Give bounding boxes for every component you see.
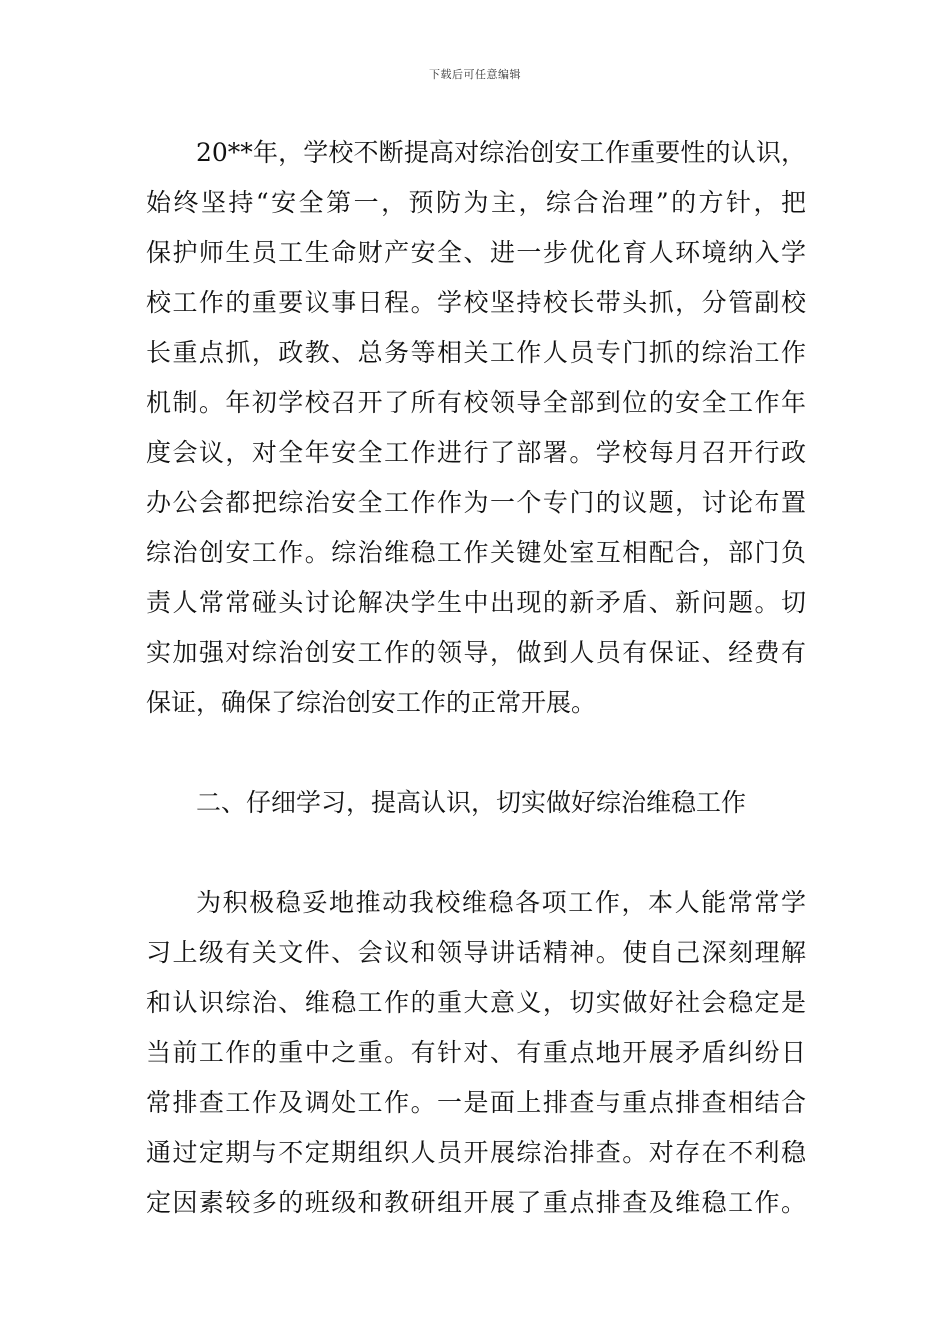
paragraph-line: 当前工作的重中之重。有针对、有重点地开展矛盾纠纷日 <box>146 1038 806 1067</box>
paragraph-spacer <box>146 728 806 778</box>
paragraph-line: 长重点抓，政教、总务等相关工作人员专门抓的综治工作 <box>146 338 806 367</box>
paragraph-line: 机制。年初学校召开了所有校领导全部到位的安全工作年 <box>146 388 806 417</box>
paragraph-2 <box>146 878 806 1228</box>
paragraph-line: 为积极稳妥地推动我校维稳各项工作，本人能常常学 <box>196 888 806 917</box>
paragraph-line: 保证，确保了综治创安工作的正常开展。 <box>146 688 597 717</box>
paragraph-line: 度会议，对全年安全工作进行了部署。学校每月召开行政 <box>146 438 806 467</box>
paragraph-line: 和认识综治、维稳工作的重大意义，切实做好社会稳定是 <box>146 988 806 1017</box>
paragraph-line: 习上级有关文件、会议和领导讲话精神。使自己深刻理解 <box>146 938 806 967</box>
page-header: 下载后可任意编辑 <box>429 68 521 81</box>
paragraph-line: 校工作的重要议事日程。学校坚持校长带头抓，分管副校 <box>146 288 806 317</box>
paragraph-line: 始终坚持“安全第一，预防为主，综合治理”的方针，把 <box>146 188 806 217</box>
paragraph-line: 定因素较多的班级和教研组开展了重点排查及维稳工作。 <box>146 1188 806 1217</box>
paragraph-line: 常排查工作及调处工作。一是面上排查与重点排查相结合 <box>146 1088 806 1117</box>
document-body <box>146 128 806 1228</box>
paragraph-line: 保护师生员工生命财产安全、进一步优化育人环境纳入学 <box>146 238 806 267</box>
paragraph-line: 责人常常碰头讨论解决学生中出现的新矛盾、新问题。切 <box>146 588 806 617</box>
paragraph-line: 通过定期与不定期组织人员开展综治排查。对存在不利稳 <box>146 1138 806 1167</box>
paragraph-line: 20**年，学校不断提高对综治创安工作重要性的认识， <box>196 138 806 167</box>
paragraph-spacer <box>146 828 806 878</box>
paragraph-line: 办公会都把综治安全工作作为一个专门的议题，讨论布置 <box>146 488 806 517</box>
paragraph-1 <box>146 128 806 728</box>
paragraph-line: 实加强对综治创安工作的领导，做到人员有保证、经费有 <box>146 638 806 667</box>
paragraph-line: 综治创安工作。综治维稳工作关键处室互相配合，部门负 <box>146 538 806 567</box>
section-heading: 二、仔细学习，提高认识，切实做好综治维稳工作 <box>196 788 747 817</box>
